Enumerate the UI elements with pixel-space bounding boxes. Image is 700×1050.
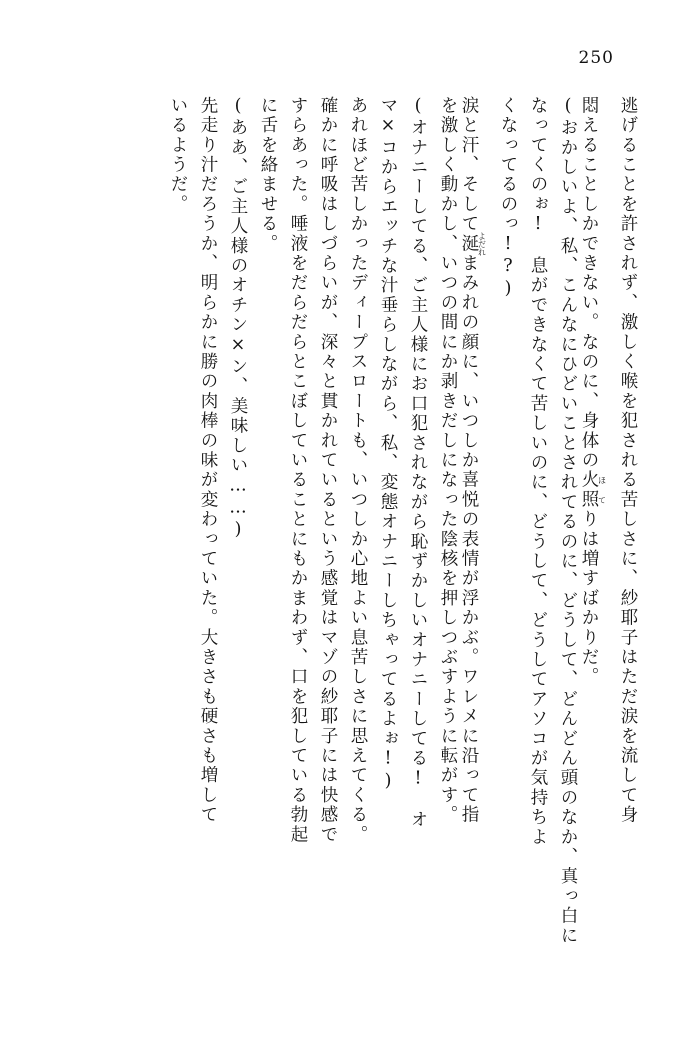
text-line: いるようだ。: [168, 96, 188, 215]
text-line: 逃げることを許されず、激しく喉を犯される苦しさに、紗耶子はただ涙を流して身: [618, 96, 638, 825]
text-line: マ×コからエッチな汁垂らしながら、私、変態オナニーしちゃってるよぉ!): [378, 96, 398, 793]
text-line: (おかしいよ、私、こんなにひどいことされてるのに、どうして、どんどん頭のなか、真っ白に: [558, 96, 578, 946]
text-line: なってくのぉ! 息ができなくて苦しいのに、どうして、どうしてアソコが気持ちよ: [528, 96, 548, 848]
page-number: 250: [578, 48, 614, 68]
text-line: あれほど苦しかったディープスロートも、いつしか心地よい息苦しさに思えてくる。: [348, 96, 368, 845]
text-line: すらあった。唾液をだらだらとこぼしていることにもかまわず、口を犯している勃起: [288, 96, 308, 845]
ruby-annotation: 涎よだれ: [459, 231, 487, 256]
text-line: くなってるのっ!?): [498, 96, 518, 301]
text-line: 悶えることしかできない。なのに、身体の火照ほてりは増すばかりだ。: [579, 96, 607, 688]
text-line: 涙と汗、そして涎よだれまみれの顔に、いつしか喜悦の表情が浮かぶ。ワレメに沿って指: [459, 96, 487, 825]
text-line: 先走り汁だろうか、明らかに勝の肉棒の味が変わっていた。大きさも硬さも増して: [198, 96, 218, 825]
body-text-block: [58, 96, 636, 998]
text-line: に舌を絡ませる。: [258, 96, 278, 254]
ruby-annotation: 火照ほて: [579, 470, 607, 510]
text-line: を激しく動かし、いつの間にか剥きだしになった陰核を押しつぶすように転がす。: [438, 96, 458, 825]
text-line: (オナニーしてる、ご主人様にお口犯されながら恥ずかしいオナニーしてる! オ: [408, 96, 428, 830]
text-line: 確かに呼吸はしづらいが、深々と貫かれているという感覚はマゾの紗耶子には快感で: [318, 96, 338, 845]
text-line: (ああ、ご主人様のオチン×ン、美味しい……): [228, 96, 248, 542]
